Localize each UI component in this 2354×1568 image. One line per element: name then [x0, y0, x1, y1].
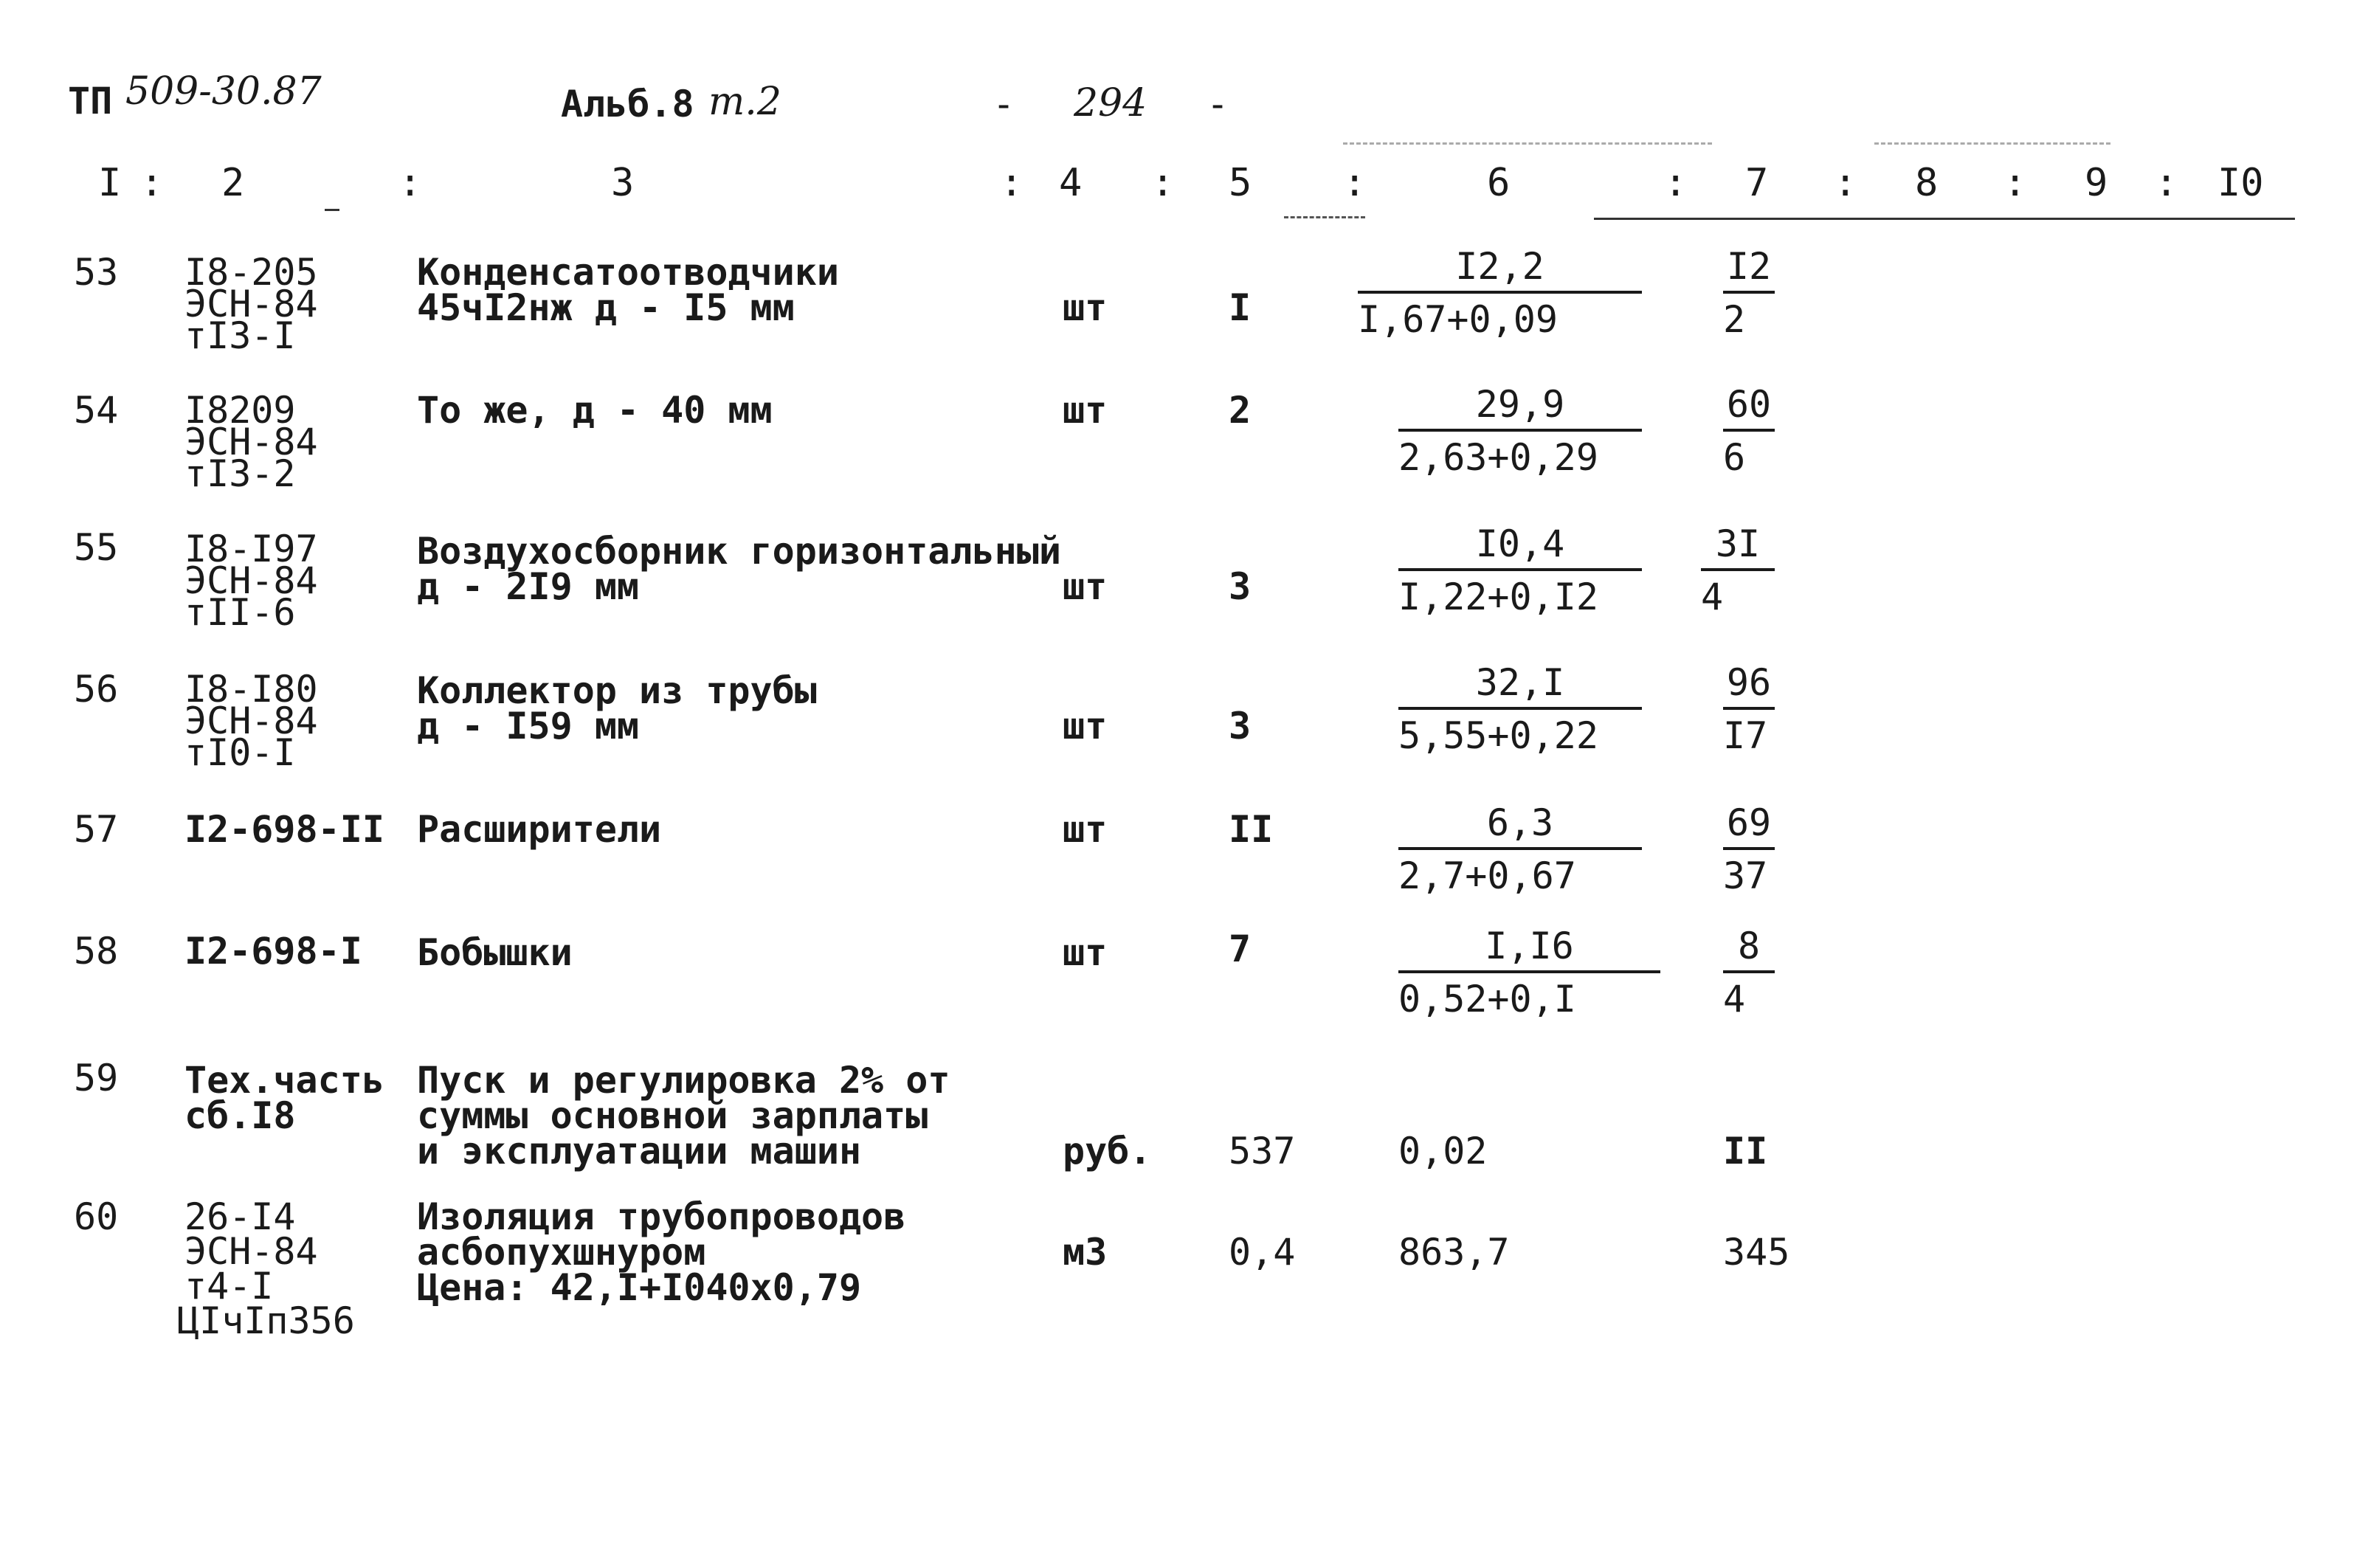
row-total-fraction: [1701, 522, 1775, 618]
row-name-line: Бобышки: [417, 931, 573, 974]
row-code-line: 26-I4: [184, 1195, 296, 1238]
column-header-rule: [1594, 218, 2295, 220]
header-dash-line: [1343, 142, 1712, 145]
row-name-line: Пуск и регулировка 2% от: [417, 1059, 950, 1102]
row-price-fraction: [1398, 522, 1642, 618]
row-code-line: I8209: [184, 389, 296, 432]
row-total-fraction: [1723, 661, 1775, 757]
price-numerator: 29,9: [1398, 386, 1642, 432]
column-header-tick: [325, 209, 339, 211]
price-denominator: I,67+0,09: [1358, 298, 1558, 341]
row-total-fraction: [1723, 383, 1775, 479]
total-denominator: 2: [1723, 298, 1746, 341]
price-denominator: I,22+0,I2: [1398, 576, 1598, 618]
row-code-line: т4-I: [184, 1265, 274, 1308]
col-4-number: 4: [1059, 161, 1083, 205]
col-separator: :: [1834, 161, 1857, 205]
row-code-line: Тех.часть: [184, 1059, 384, 1102]
col-8-number: 8: [1915, 161, 1939, 205]
total-denominator: 37: [1723, 854, 1768, 897]
col-separator: :: [1664, 161, 1688, 205]
row-unit: шт: [1063, 808, 1108, 851]
price-numerator: 6,3: [1398, 804, 1642, 850]
row-quantity: 3: [1229, 705, 1252, 747]
row-name-line: 45чI2нж д - I5 мм: [417, 286, 795, 329]
row-code-line: ЭСН-84: [184, 1230, 318, 1273]
row-unit: руб.: [1063, 1130, 1152, 1172]
row-name-line: д - I59 мм: [417, 705, 640, 747]
col-1-number: I: [98, 161, 122, 205]
row-number: 58: [74, 930, 119, 973]
total-numerator: 60: [1723, 386, 1775, 432]
row-quantity: 7: [1229, 928, 1252, 970]
total-denominator: 4: [1723, 978, 1746, 1020]
tp-number: 509-30.87: [125, 69, 322, 114]
col-9-number: 9: [2085, 161, 2108, 205]
row-quantity: 0,4: [1229, 1231, 1296, 1274]
row-price: 863,7: [1398, 1231, 1510, 1274]
row-quantity: II: [1229, 808, 1274, 851]
row-total-fraction: [1723, 245, 1775, 341]
row-name-line: Коллектор из трубы: [417, 669, 817, 712]
row-code-line: I8-205: [184, 251, 318, 294]
row-number: 59: [74, 1057, 119, 1099]
row-code-line: тI3-2: [184, 452, 296, 495]
col-separator: :: [2155, 161, 2178, 205]
row-name-line: Цена: 42,I+I040х0,79: [417, 1266, 862, 1309]
row-name-line: д - 2I9 мм: [417, 565, 640, 608]
price-numerator: I,I6: [1398, 928, 1660, 973]
row-number: 54: [74, 389, 119, 432]
row-code-line: ЭСН-84: [184, 700, 318, 742]
total-numerator: 3I: [1701, 525, 1775, 571]
price-denominator: 0,52+0,I: [1398, 978, 1576, 1020]
row-code-line: тI3-I: [184, 314, 296, 357]
row-number: 60: [74, 1195, 119, 1238]
row-code-line: тII-6: [184, 591, 296, 634]
row-name-line: Изоляция трубопроводов: [417, 1195, 906, 1238]
total-numerator: 69: [1723, 804, 1775, 850]
row-name-line: и эксплуатации машин: [417, 1130, 862, 1172]
row-name-line: асбопухшнуром: [417, 1231, 706, 1274]
page-number: 294: [1074, 81, 1147, 125]
price-denominator: 2,63+0,29: [1398, 436, 1598, 479]
row-code-line: ЦIчIп356: [177, 1299, 355, 1342]
page-dash-left: -: [993, 83, 1015, 125]
price-denominator: 5,55+0,22: [1398, 714, 1598, 757]
col-5-number: 5: [1229, 161, 1252, 205]
row-quantity: 2: [1229, 389, 1252, 432]
row-number: 57: [74, 808, 119, 851]
album-handwritten: т.2: [708, 80, 781, 124]
row-total: II: [1723, 1130, 1768, 1172]
row-code-line: ЭСН-84: [184, 283, 318, 325]
price-numerator: I2,2: [1358, 248, 1642, 294]
row-price: 0,02: [1398, 1130, 1488, 1172]
row-unit: шт: [1063, 931, 1108, 974]
col-separator: :: [2003, 161, 2027, 205]
row-unit: шт: [1063, 705, 1108, 747]
row-code-line: ЭСН-84: [184, 559, 318, 602]
row-price-fraction: [1358, 245, 1642, 341]
header-dash-line: [1874, 142, 2110, 145]
total-denominator: 4: [1701, 576, 1724, 618]
col-separator: :: [1343, 161, 1367, 205]
total-numerator: 8: [1723, 928, 1775, 973]
row-name-line: Воздухосборник горизонтальный: [417, 530, 1061, 573]
tp-label: ТП: [68, 80, 113, 122]
row-price-fraction: [1398, 925, 1660, 1020]
row-number: 56: [74, 668, 119, 711]
col-separator: :: [398, 161, 422, 205]
col-3-number: 3: [611, 161, 635, 205]
row-code-line: ЭСН-84: [184, 421, 318, 463]
row-name-line: суммы основной зарплаты: [417, 1094, 928, 1137]
price-numerator: 32,I: [1398, 664, 1642, 710]
row-quantity: 3: [1229, 565, 1252, 608]
row-code-line: I2-698-II: [184, 808, 384, 851]
row-number: 55: [74, 526, 119, 569]
page-dash-right: -: [1207, 83, 1229, 125]
row-code-line: I2-698-I: [184, 930, 362, 973]
col-7-number: 7: [1745, 161, 1769, 205]
row-name-line: То же, д - 40 мм: [417, 389, 773, 432]
row-unit: м3: [1063, 1231, 1108, 1274]
price-denominator: 2,7+0,67: [1398, 854, 1576, 897]
row-price-fraction: [1398, 661, 1642, 757]
row-code-line: тI0-I: [184, 731, 296, 774]
row-name-line: Конденсатоотводчики: [417, 251, 839, 294]
col-10-number: I0: [2217, 161, 2264, 205]
row-unit: шт: [1063, 286, 1108, 329]
row-quantity: I: [1229, 286, 1252, 329]
total-denominator: 6: [1723, 436, 1746, 479]
total-numerator: 96: [1723, 664, 1775, 710]
col-separator: :: [1151, 161, 1175, 205]
row-total-fraction: [1723, 925, 1775, 1020]
total-numerator: I2: [1723, 248, 1775, 294]
row-name-line: Расширители: [417, 808, 662, 851]
row-unit: шт: [1063, 565, 1108, 608]
row-price-fraction: [1398, 383, 1642, 479]
row-code-line: сб.I8: [184, 1094, 296, 1137]
row-number: 53: [74, 251, 119, 294]
row-code-line: I8-I80: [184, 668, 318, 711]
row-unit: шт: [1063, 389, 1108, 432]
row-price-fraction: [1398, 801, 1642, 897]
col-2-number: 2: [221, 161, 245, 205]
row-total-fraction: [1723, 801, 1775, 897]
row-code-line: I8-I97: [184, 528, 318, 570]
column-header-dash: [1284, 216, 1365, 218]
album-label: Альб.8: [561, 83, 694, 125]
row-total: 345: [1723, 1231, 1790, 1274]
col-6-number: 6: [1487, 161, 1511, 205]
col-separator: :: [140, 161, 164, 205]
price-numerator: I0,4: [1398, 525, 1642, 571]
col-separator: :: [1000, 161, 1024, 205]
row-quantity: 537: [1229, 1130, 1296, 1172]
total-denominator: I7: [1723, 714, 1768, 757]
